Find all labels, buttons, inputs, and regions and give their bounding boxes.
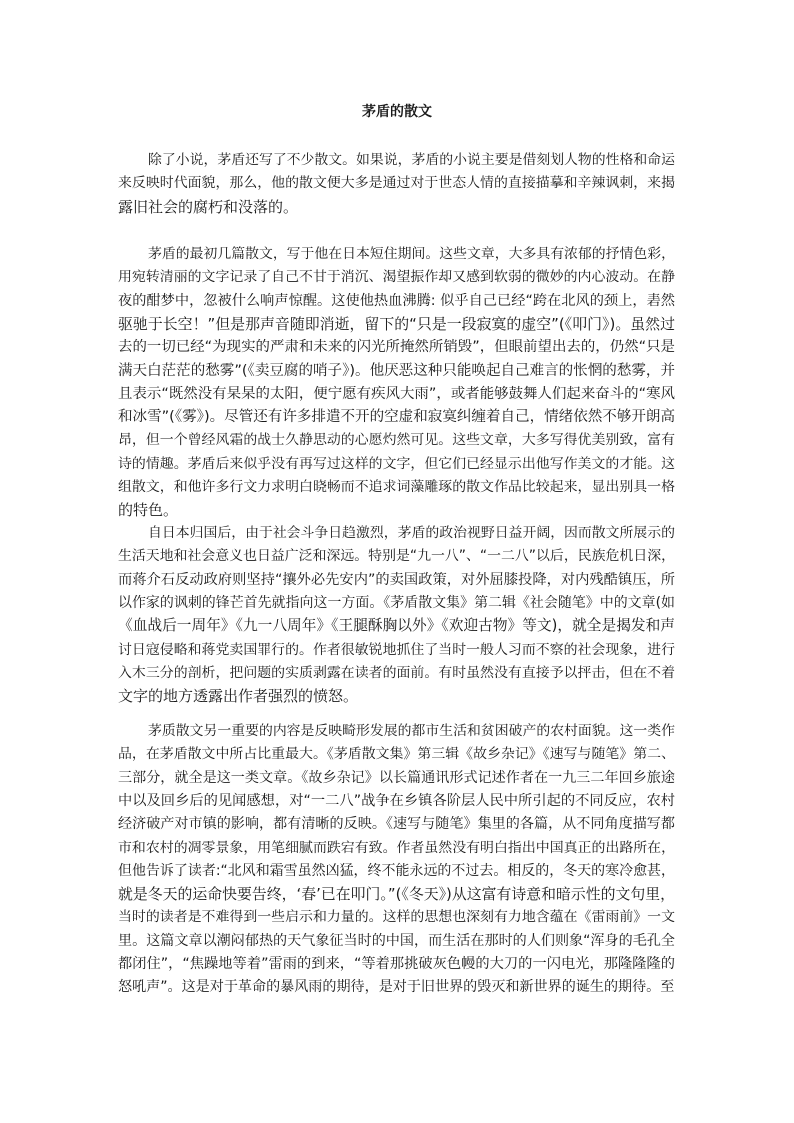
text-line-content: 用宛转清丽的文字记录了自己不甘于消沉、渴望振作却又感到软弱的微妙的内心波动。在静 bbox=[118, 269, 676, 286]
text-line bbox=[0, 312, 794, 336]
text-line bbox=[0, 638, 794, 662]
text-line-content: 怒吼声”。这是对于革命的暴风雨的期待，是对于旧世界的毁灭和新世界的诞生的期待。至 bbox=[118, 979, 675, 996]
text-line bbox=[0, 789, 794, 813]
text-line-content: 文字的地方透露出作者强烈的愤怒。 bbox=[118, 687, 359, 706]
text-line-content: 三部分，就全是这一类文章。《故乡杂记》以长篇通讯形式记述作者在一九三二年回乡旅途 bbox=[118, 769, 675, 786]
text-line bbox=[0, 359, 794, 383]
text-line bbox=[0, 929, 794, 953]
text-line bbox=[0, 882, 794, 906]
text-line-content: 的特色。 bbox=[118, 501, 179, 520]
text-line bbox=[0, 498, 794, 522]
text-line bbox=[0, 521, 794, 545]
text-line-content: 除了小说，茅盾还写了不少散文。如果说，茅盾的小说主要是借刻划人物的性格和命运 bbox=[148, 152, 676, 168]
text-line-content: 去的一切已经“为现实的严肃和未来的闪光所掩然所销毁”，但眼前望出去的，仍然“只是 bbox=[118, 339, 676, 356]
text-line bbox=[0, 614, 794, 638]
text-line bbox=[0, 171, 794, 195]
text-line-content: 入木三分的剖析，把问题的实质剥露在读者的面前。有时虽然没有直接予以抨击，但在不着 bbox=[118, 664, 676, 681]
text-line-content: 就是冬天的运命快要告终，‘春’已在叩门。”(《冬天》)从这富有诗意和暗示性的文句里， bbox=[118, 885, 676, 904]
text-line bbox=[0, 289, 794, 313]
text-line bbox=[0, 952, 794, 976]
page-title: 茅盾的散文 bbox=[362, 104, 432, 120]
text-line-content: 生活天地和社会意义也日益广泛和深远。特别是“九一八”、“一二八”以后，民族危机日深， bbox=[118, 548, 676, 565]
text-line bbox=[0, 859, 794, 883]
text-line bbox=[0, 428, 794, 452]
text-line-content: 昂，但一个曾经风霜的战士久静思动的心愿灼然可见。这些文章，大多写得优美别致，富有 bbox=[118, 432, 676, 449]
text-line bbox=[0, 265, 794, 289]
text-line bbox=[0, 195, 794, 219]
text-line-content: 里。这篇文章以潮闷郁热的天气象征当时的中国，而生活在那时的人们则象“浑身的毛孔全 bbox=[118, 932, 676, 949]
text-line bbox=[0, 544, 794, 568]
text-line bbox=[0, 591, 794, 615]
text-line-content: 夜的酣梦中，忽被什么响声惊醒。这使他热血沸腾: 似乎自己已经“跨在北风的颈上，砉然 bbox=[118, 292, 675, 309]
text-line-content: 市和农村的凋零景象，用笔细腻而跌宕有致。作者虽然没有明白指出中国真正的出路所在， bbox=[118, 839, 676, 856]
text-line-content: 和冰雪”(《雾》)。尽管还有许多排遣不开的空虚和寂寞纠缠着自己，情绪依然不够开朗高 bbox=[118, 409, 676, 426]
text-line bbox=[0, 812, 794, 836]
text-line-content: 经济破产对市镇的影响，都有清晰的反映。《速写与随笔》集里的各篇，从不同角度描写都 bbox=[118, 816, 675, 833]
text-line bbox=[0, 905, 794, 929]
text-line bbox=[0, 475, 794, 499]
text-line-content: 《血战后一周年》《九一八周年》《王腿酥胸以外》《欢迎古物》等文)，就全是揭发和声 bbox=[118, 617, 676, 635]
text-line-content: 组散文，和他许多行文力求明白晓畅而不追求词藻雕琢的散文作品比较起来，显出别具一格 bbox=[118, 479, 676, 495]
text-line-content: 都闭住”，“焦躁地等着”雷雨的到来，“等着那挑破灰色幔的大刀的一闪电光，那隆隆隆的 bbox=[118, 956, 675, 972]
text-line bbox=[0, 452, 794, 476]
text-line-content: 诗的情趣。茅盾后来似乎没有再写过这样的文字，但它们已经显示出他写作美文的才能。这 bbox=[118, 455, 676, 472]
text-line-content: 茅盾的最初几篇散文，写于他在日本短住期间。这些文章，大多具有浓郁的抒情色彩， bbox=[148, 246, 676, 262]
text-line-content: 中以及回乡后的见闻感想，对“一二八”战争在乡镇各阶层人民中所引起的不同反应，农村 bbox=[118, 792, 676, 809]
text-line-content: 来反映时代面貌，那么，他的散文便大多是通过对于世态人情的直接描摹和辛辣讽刺，来揭 bbox=[118, 175, 676, 192]
text-line-content: 但他告诉了读者:“北风和霜雪虽然凶猛，终不能永远的不过去。相反的，冬天的寒冷愈甚， bbox=[118, 862, 675, 879]
text-line bbox=[0, 661, 794, 685]
text-line-content: 而蒋介石反动政府则坚持“攘外必先安内”的卖国政策，对外屈膝投降，对内残酷镇压，所 bbox=[118, 571, 676, 588]
text-line bbox=[0, 766, 794, 790]
text-line-content: 自日本归国后，由于社会斗争日趋激烈，茅盾的政治视野日益开阔，因而散文所展示的 bbox=[148, 525, 676, 541]
text-line bbox=[0, 742, 794, 766]
text-line bbox=[0, 684, 794, 708]
text-line bbox=[0, 568, 794, 592]
text-line-content: 满天白茫茫的愁雾”(《卖豆腐的哨子》)。他厌恶这种只能唤起自己难言的怅惘的愁雾，并 bbox=[118, 362, 676, 379]
text-line bbox=[0, 148, 794, 172]
text-line-content: 当时的读者是不难得到一些启示和力量的。这样的思想也深刻有力地含蕴在《雷雨前》一文 bbox=[118, 909, 676, 926]
text-line bbox=[0, 719, 794, 743]
text-line-content: 茅质散文另一重要的内容是反映畸形发展的都市生活和贫困破产的农村面貌。这一类作 bbox=[148, 723, 676, 739]
text-line bbox=[0, 335, 794, 359]
text-line bbox=[0, 405, 794, 429]
text-line-content: 以作家的讽刺的锋芒首先就指向这一方面。《茅盾散文集》第二辑《社会随笔》中的文章(如 bbox=[118, 594, 676, 611]
text-line-content: 驱驰于长空！”但是那声音随即消逝，留下的“只是一段寂寞的虚空”(《叩门》)。虽然过 bbox=[118, 314, 676, 333]
text-line bbox=[0, 242, 794, 266]
text-line bbox=[0, 975, 794, 999]
text-line bbox=[0, 382, 794, 406]
text-line-content: 露旧社会的腐朽和没落的。 bbox=[118, 197, 299, 216]
text-line-content: 品，在茅盾散文中所占比重最大。《茅盾散文集》第三辑《故乡杂记》《速写与随笔》第二、 bbox=[118, 746, 676, 763]
text-line bbox=[0, 836, 794, 860]
text-line-content: 且表示“既然没有杲杲的太阳，便宁愿有疾风大雨”，或者能够鼓舞人们起来奋斗的“寒风 bbox=[118, 385, 676, 402]
text-line-content: 讨日寇侵略和蒋党卖国罪行的。作者很敏锐地抓住了当时一般人习而不察的社会现象，进行 bbox=[118, 641, 676, 658]
